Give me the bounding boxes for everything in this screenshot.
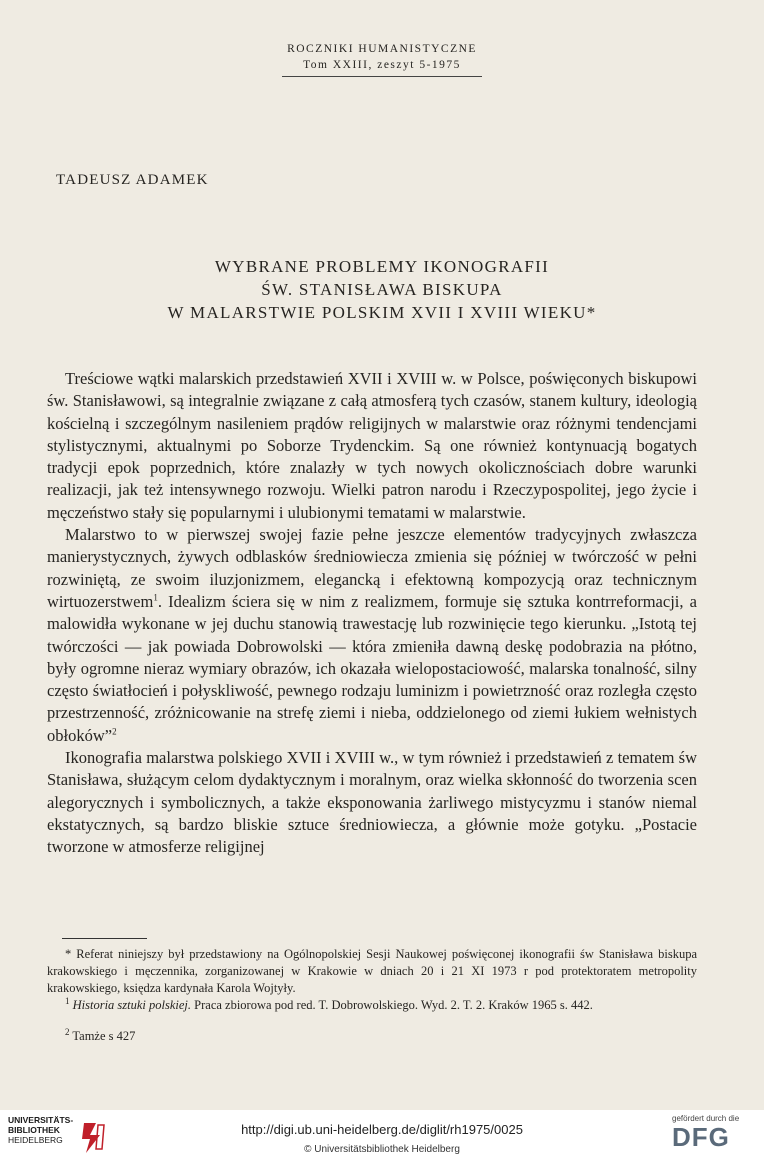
permalink-url[interactable]: http://digi.ub.uni-heidelberg.de/diglit/rh1975/0025 [241,1122,523,1137]
dfg-logo[interactable]: gefördert durch die DFG [672,1114,740,1152]
digitization-footer [0,1110,764,1165]
journal-header [0,41,764,77]
author-name: TADEUSZ ADAMEK [56,172,209,188]
copyright-notice: © Universitätsbibliothek Heidelberg [304,1144,460,1155]
journal-name: ROCZNIKI HUMANISTYCZNE [287,43,477,55]
paragraph-1: Treściowe wątki malarskich przedstawień XVII i XVIII w. w Polsce, poświęconych biskupowi św. Stanisławowi, są integralnie związane z całą atmosferą tych czasów, stanem kultury, ideologią kościelną i szczególnym nasileniem prądów religijnych w malarstwie oraz różnymi tendencjami stylistycznymi, aktualnymi po Soborze Trydenckim. Są one również kontynuacją bogatych tradycji epok poprzednich, które znalazły w tych nowych okolicznościach dobre warunki realizacji, jak też intensywnego rozwoju. Wielki patron narodu i Rzeczypospolitej, jego życie i męczeństwo stały się popularnymi i ulubionymi tematami w malarstwie. [47,369,697,522]
footnotes [47,946,697,1045]
footnote-2: $^2$ Tamże s 427 [65,1026,136,1043]
journal-volume: Tom XXIII, zeszyt 5-1975 [303,59,461,71]
footnote-star: * Referat niniejszy był przedstawiony na Ogólnopolskiej Sesji Naukowej poświęconej ikonografii św Stanisława biskupa krakowskiego i męczennika, zorganizowanej w Krakowie w dniach 20 i 21 XI 1973 r pod protektoratem metropolity krakowskiego, księdza kardynała Karola Wojtyły. [47,947,697,995]
footnote-ref-2[interactable]: 2 [112,726,117,737]
paragraph-2: Malarstwo to w pierwszej swojej fazie pełne jeszcze elementów tradycyjnych zwłaszcza manierystycznych, żywych odblasków średniowiecza zmienia się później w twórczość w pełni rozwiniętą, ze swoim iluzjonizmem, elegancką i efektowną kompozycją oraz technicznym wirtuozerstwem$^1$. Idealizm ściera się w nim z realizmem, formuje się sztuka kontrreformacji, a malowidła wykonane w jej duchu stanowią trawestację lub rozwinięcie tego kierunku. „Istotą tej twórczości — jak powiada Dobrowolski — która zmieniła dawną deskę podobrazia na płótno, były ogromne nieraz wymiary obrazów, ich okazała wielopostaciowość, malarska tonalność, silny często światłocień i połyskliwość, pewnego rodzaju luminizm i powietrzność oraz rozległa często przestrzenność, zróżnicowanie na strefę ziemi i nieba, oddzielonego od ziemi łukiem wełnistych obłoków”$^2$ [47,525,697,745]
footnote-rule [62,938,147,939]
header-rule [282,76,482,77]
university-library-logo[interactable]: UNIVERSITÄTS- BIBLIOTHEK HEIDELBERG [8,1115,108,1161]
article-body [47,368,697,859]
title-line-3: W MALARSTWIE POLSKIM XVII I XVIII WIEKU* [167,303,597,322]
title-line-1: WYBRANE PROBLEMY IKONOGRAFII [214,257,550,276]
footnote-1: $^1$ Historia sztuki polskiej. Praca zbiorowa pod red. T. Dobrowolskiego. Wyd. 2. T. 2. Kraków 1965 s. 442. [65,995,593,1012]
article-title [0,255,764,324]
footnote-ref-1[interactable]: 1 [153,592,158,603]
title-line-2: ŚW. STANISŁAWA BISKUPA [261,280,503,299]
paragraph-3: Ikonografia malarstwa polskiego XVII i XVIII w., w tym również i przedstawień z tematem św Stanisława, służącym celom dydaktycznym i moralnym, oraz wielka skłonność do tworzenia scen alegorycznych i symbolicznych, a także eksponowania żarliwego mistycyzmu i stanów niemal ekstatycznych, są bardzo bliskie sztuce średniowiecza, a głównie może gotyku. „Postacie tworzone w atmosferze religijnej [47,748,697,857]
